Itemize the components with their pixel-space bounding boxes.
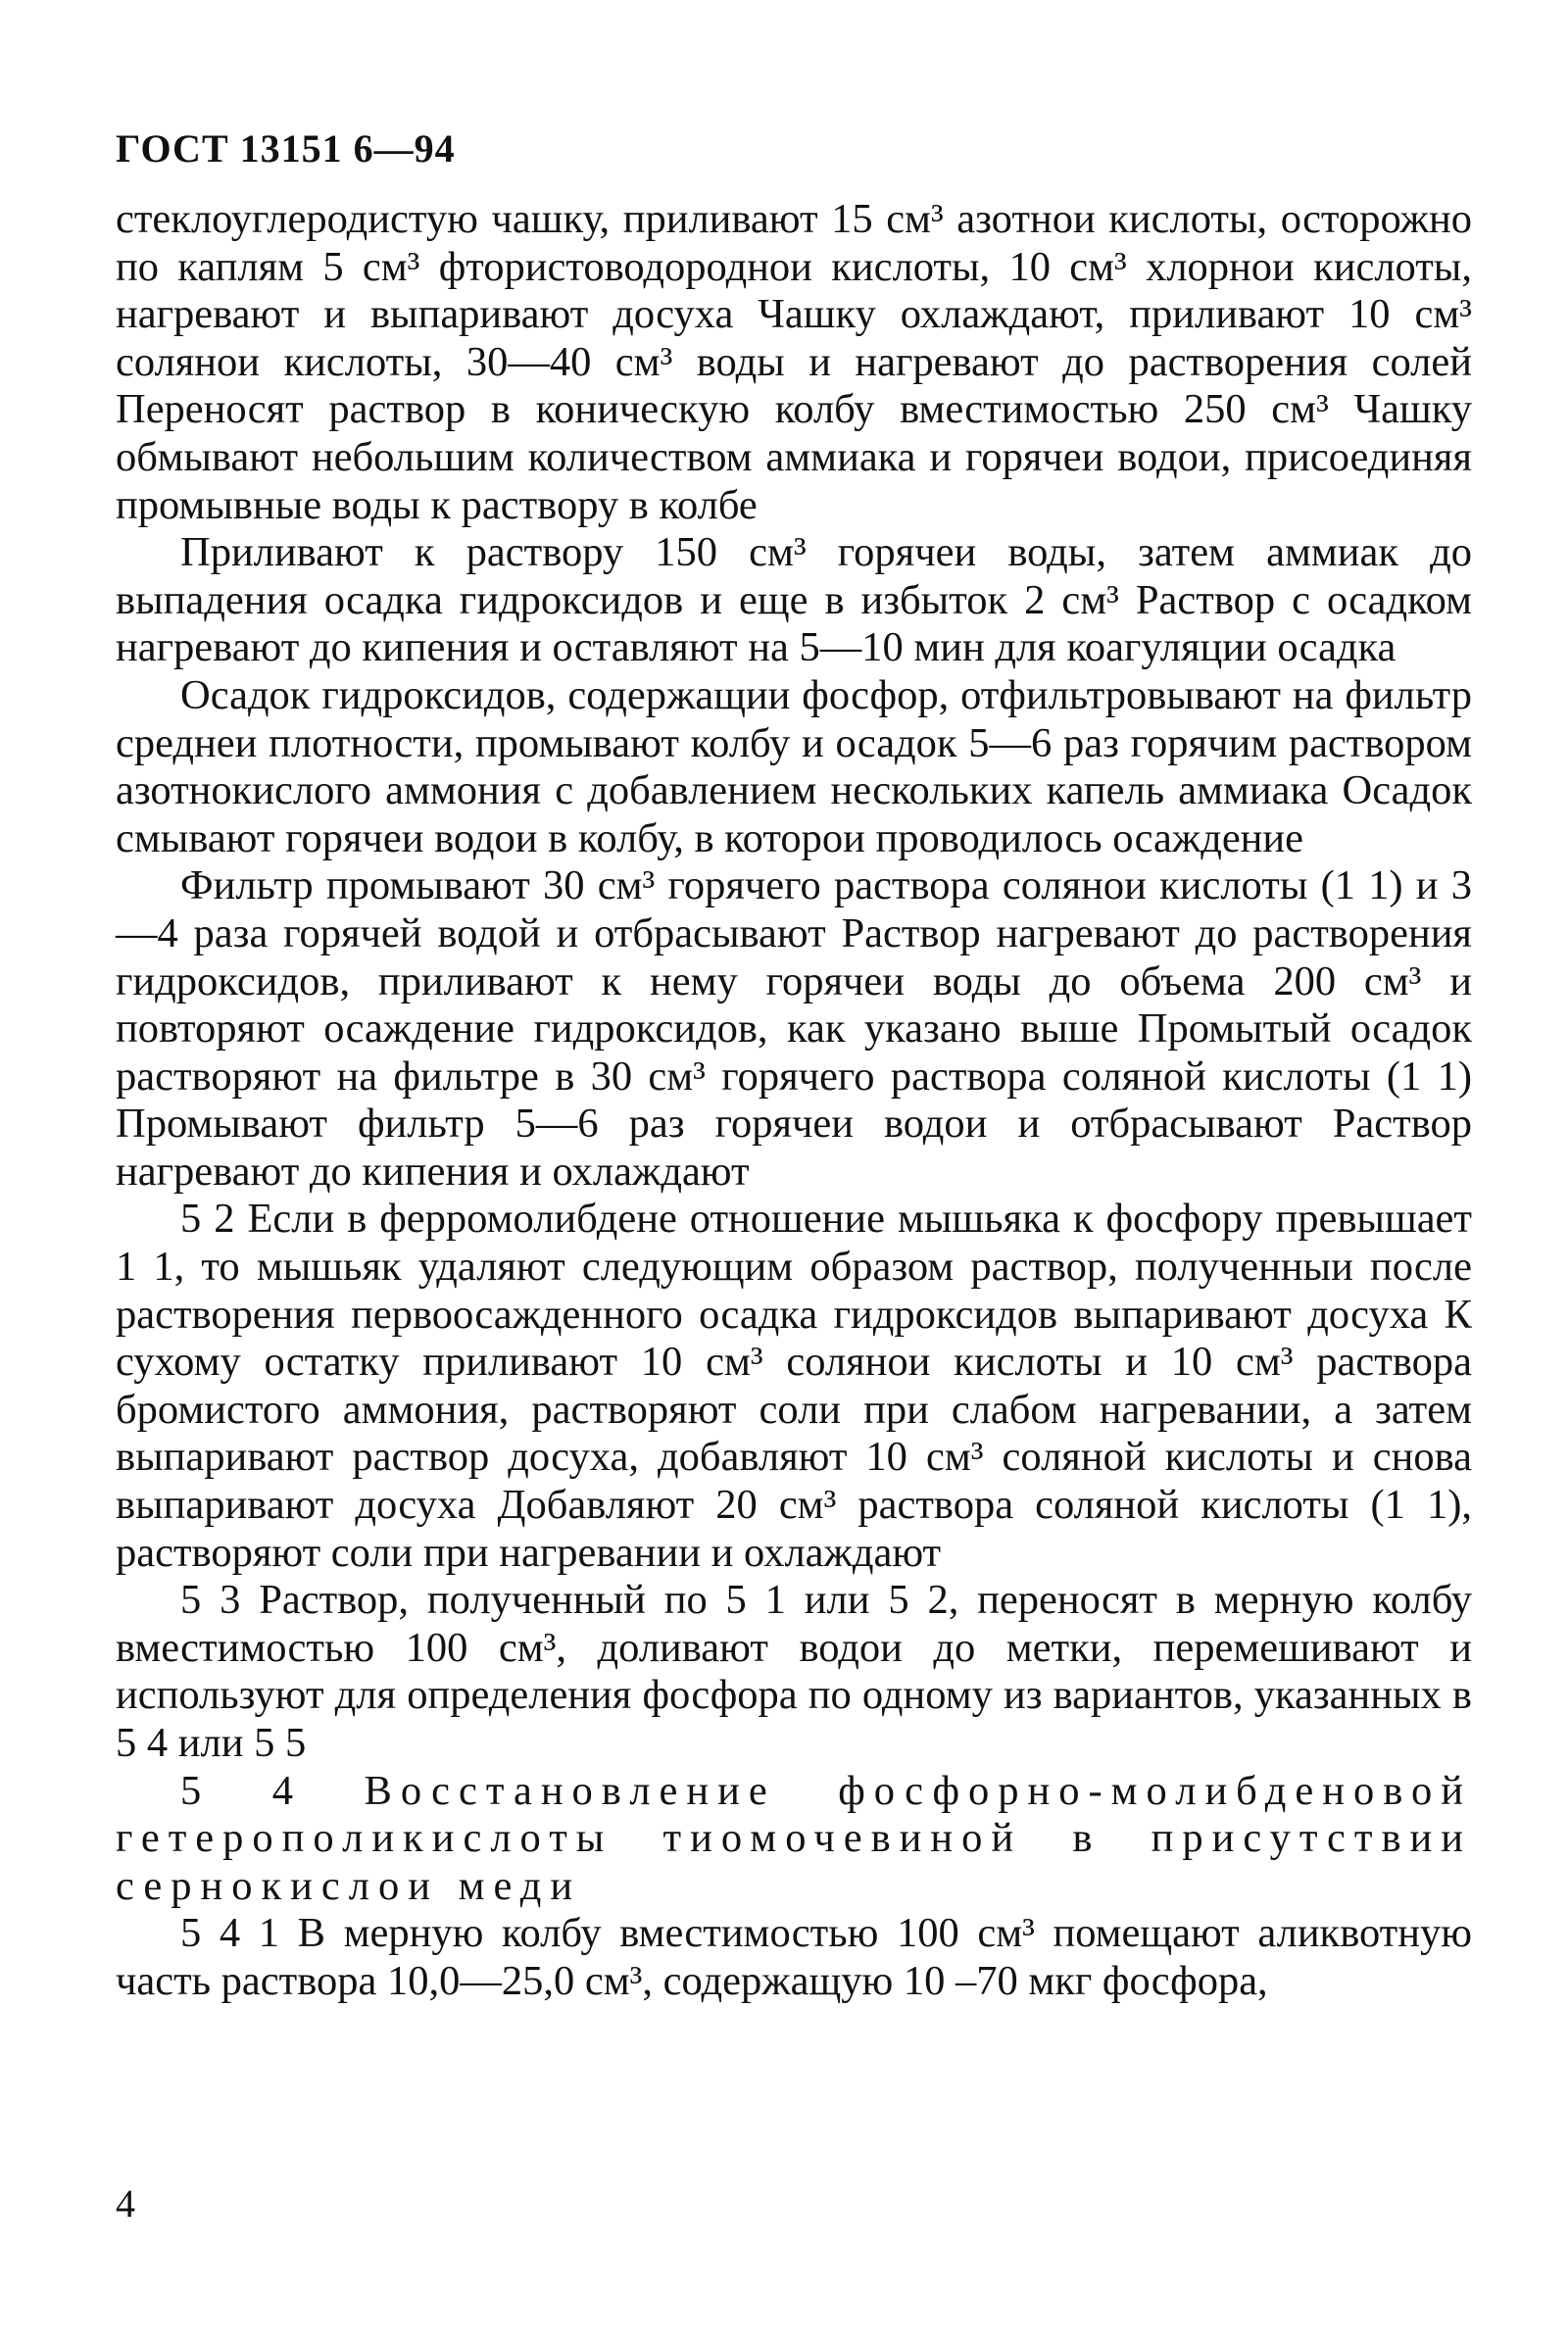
document-header: ГОСТ 13151 6—94	[116, 126, 456, 171]
paragraph: Осадок гидроксидов, содержащии фосфор, отфильтровывают на фильтр среднеи плотности, промывают колбу и осадок 5—6 раз горячим раствором азотнокислого аммония с добавлением нескольких капель аммиака Осадок смывают горячеи водои в колбу, в которои проводилось осаждение	[116, 671, 1472, 861]
document-body	[116, 196, 1472, 2006]
paragraph-5-3: 5 3 Раствор, полученный по 5 1 или 5 2, переносят в мерную колбу вместимостью 100 см³, доливают водои до метки, перемешивают и используют для определения фосфора по одному из вариантов, указанных в 5 4 или 5 5	[116, 1577, 1472, 1766]
paragraph: Приливают к раствору 150 см³ горячеи воды, затем аммиак до выпадения осадка гидроксидов и еще в избыток 2 см³ Раствор с осадком нагревают до кипения и оставляют на 5—10 мин для коагуляции осадка	[116, 529, 1472, 671]
paragraph: Фильтр промывают 30 см³ горячего раствора солянои кислоты (1 1) и 3—4 раза горячей водой и отбрасывают Раствор нагревают до растворения гидроксидов, приливают к нему горячеи воды до объема 200 см³ и повторяют осаждение гидроксидов, как указано выше Промытый осадок растворяют на фильтре в 30 см³ горячего раствора соляной кислоты (1 1) Промывают фильтр 5—6 раз горячеи водои и отбрасывают Раствор нагревают до кипения и охлаждают	[116, 862, 1472, 1195]
paragraph-5-4-1: 5 4 1 В мерную колбу вместимостью 100 см³ помещают аликвотную часть раствора 10,0—25,0 см³, содержащую 10 –70 мкг фосфора,	[116, 1910, 1472, 2004]
paragraph-continued: стеклоуглеродистую чашку, приливают 15 см³ азотнои кислоты, осторожно по каплям 5 см³ фтористоводороднои кислоты, 10 см³ хлорнои кислоты, нагревают и выпаривают досуха Чашку охлаждают, приливают 10 см³ солянои кислоты, 30—40 см³ воды и нагревают до растворения солей Переносят раствор в коническую колбу вместимостью 250 см³ Чашку обмывают небольшим количеством аммиака и горячеи водои, присоединяя промывные воды к раствору в колбе	[116, 196, 1472, 528]
page-number: 4	[116, 2181, 135, 2226]
paragraph-5-2: 5 2 Если в ферромолибдене отношение мышьяка к фосфору превышает 1 1, то мышьяк удаляют следующим образом раствор, полученныи после растворения первоосажденного осадка гидроксидов выпаривают досуха К сухому остатку приливают 10 см³ солянои кислоты и 10 см³ раствора бромистого аммония, растворяют соли при слабом нагревании, а затем выпаривают раствор досуха, добавляют 10 см³ соляной кислоты и снова выпаривают досуха Добавляют 20 см³ раствора соляной кислоты (1 1), растворяют соли при нагревании и охлаждают	[116, 1196, 1472, 1576]
section-heading-5-4: 5 4 Восстановление фосфорно-молибденовой гетерополикислоты тиомочевиной в присутствии сернокислои меди	[116, 1767, 1472, 1909]
